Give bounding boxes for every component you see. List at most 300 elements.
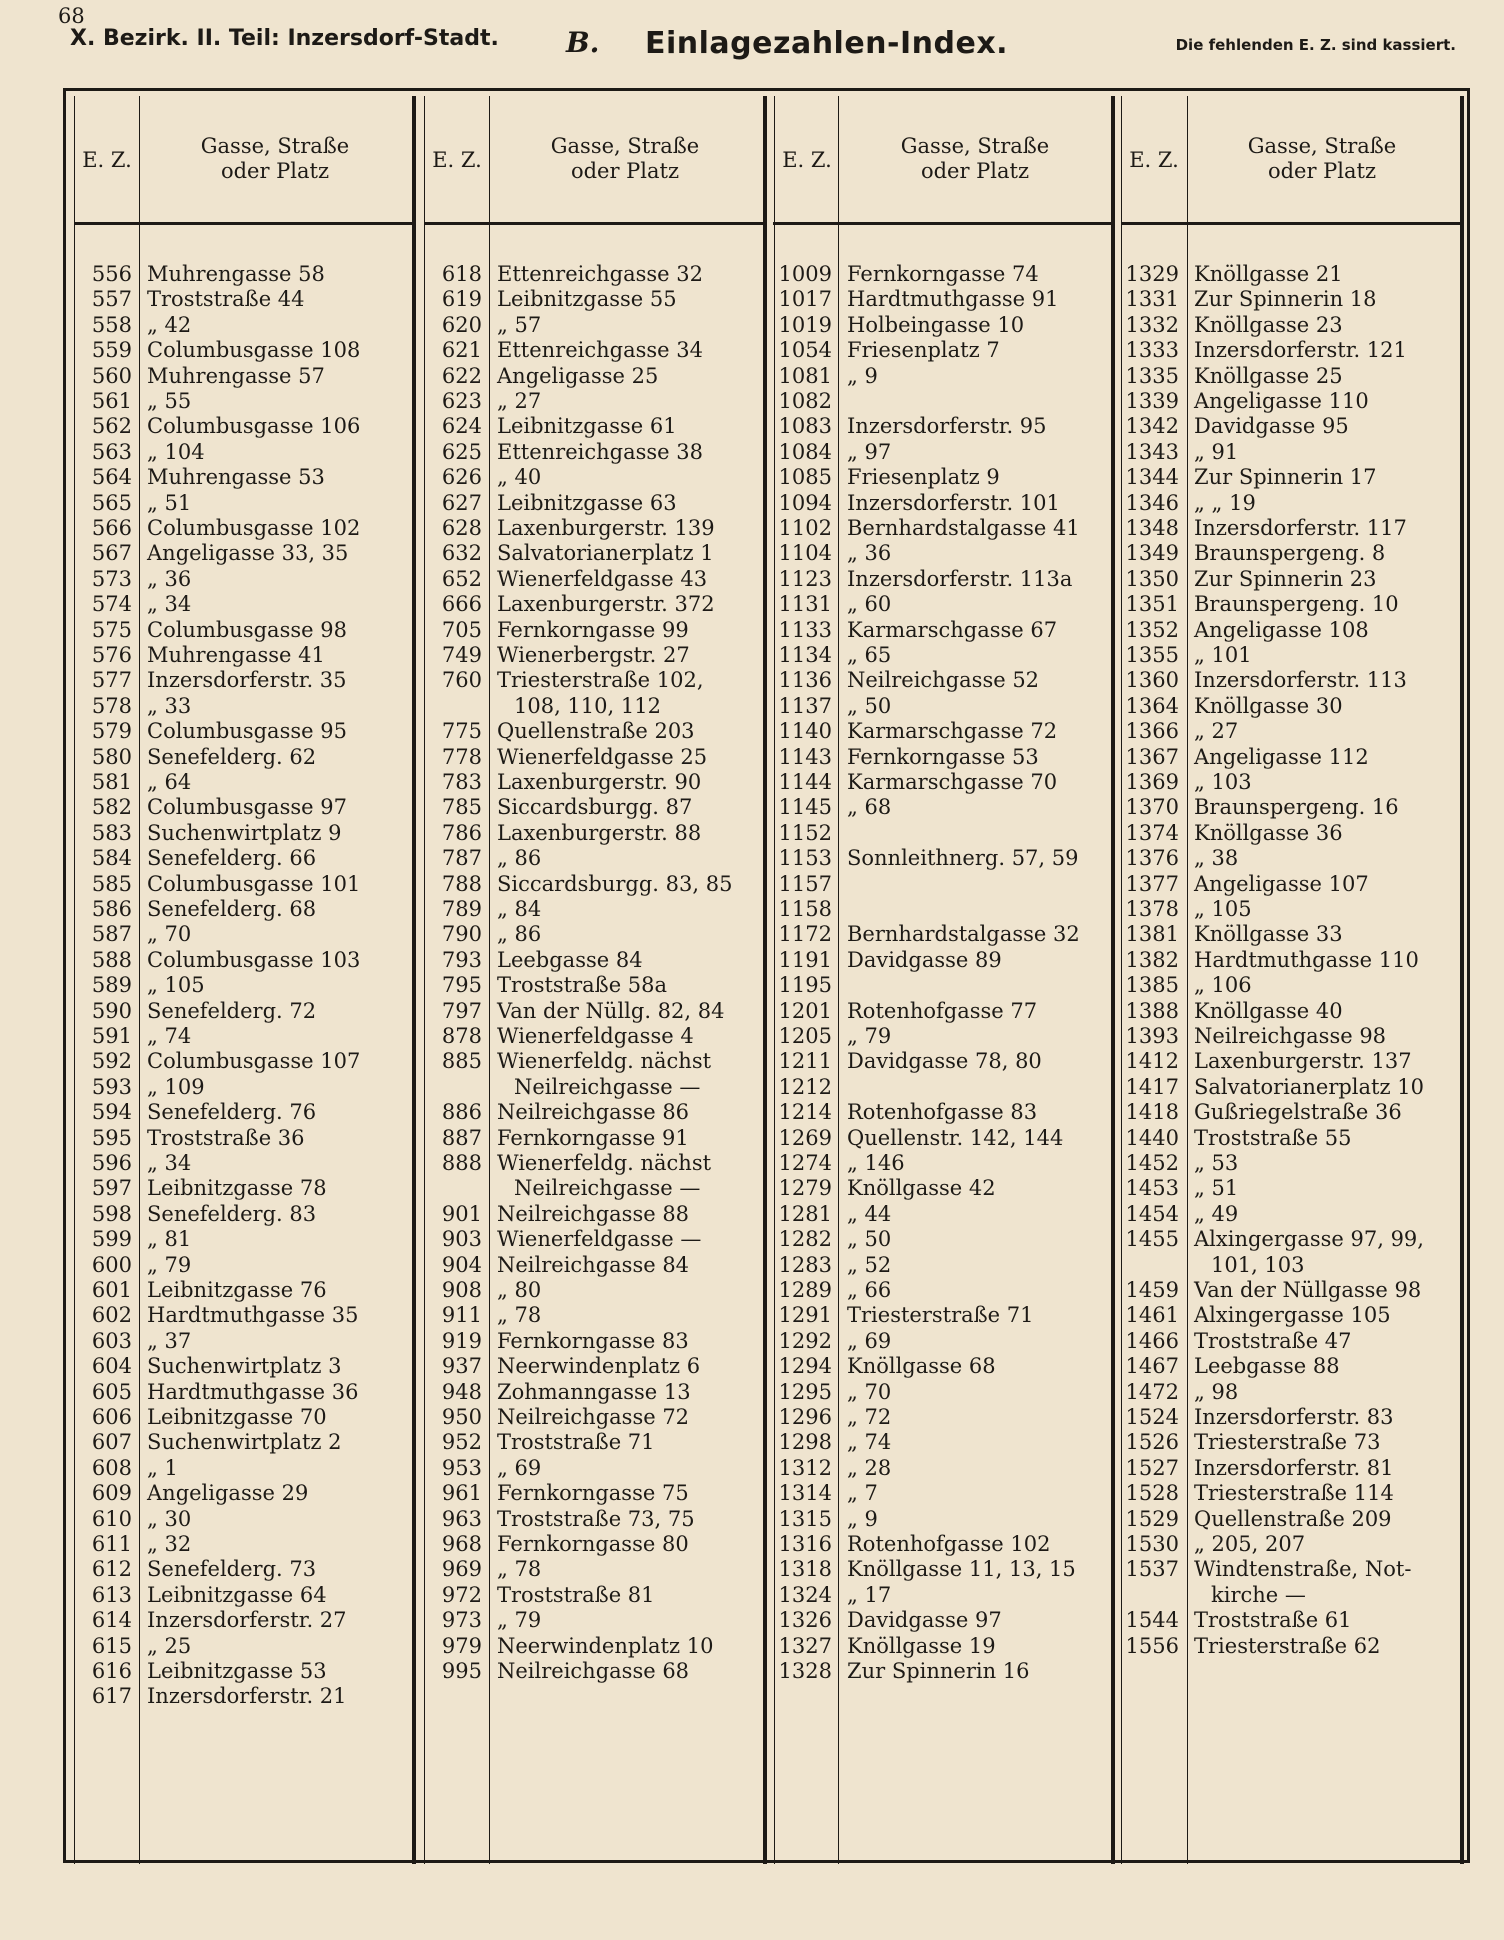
ez-number: 793 xyxy=(441,947,482,972)
ez-number: 888 xyxy=(441,1151,482,1175)
table-row xyxy=(774,465,1111,490)
table-row xyxy=(774,1151,1111,1176)
ez-number: 1279 xyxy=(778,1176,832,1201)
street-name: „ 28 xyxy=(847,1455,892,1480)
street-name: „ 97 xyxy=(847,439,892,464)
ez-number: 1467 xyxy=(1125,1354,1179,1379)
ez-number: 585 xyxy=(91,871,132,896)
page-number: 68 xyxy=(58,4,85,28)
table-row xyxy=(774,1024,1111,1049)
ez-number: 1348 xyxy=(1125,516,1179,540)
table-row xyxy=(424,364,761,389)
street-name: Karmarschgasse 70 xyxy=(847,770,1058,794)
ez-number: 1201 xyxy=(778,998,832,1023)
street-name: Neilreichgasse 88 xyxy=(497,1201,690,1226)
street-name: Inzersdorferstr. 113a xyxy=(847,566,1073,591)
ez-number: 599 xyxy=(91,1227,132,1252)
table-row xyxy=(774,795,1111,820)
street-name: „ 86 xyxy=(497,922,542,947)
ez-number: 760 xyxy=(441,668,482,693)
ez-number: 1524 xyxy=(1125,1405,1179,1429)
table-row xyxy=(424,897,761,922)
ez-number: 574 xyxy=(91,592,132,617)
table-row xyxy=(424,1507,761,1532)
ez-number: 590 xyxy=(91,998,132,1023)
street-name: Inzersdorferstr. 83 xyxy=(1194,1405,1394,1429)
table-row xyxy=(424,999,761,1024)
table-row xyxy=(774,1303,1111,1328)
street-name: „ 79 xyxy=(147,1252,192,1277)
table-row xyxy=(424,668,761,693)
street-name: „ 57 xyxy=(497,312,542,337)
street-name: Leibnitzgasse 64 xyxy=(147,1582,327,1607)
street-name: Karmarschgasse 67 xyxy=(847,617,1058,642)
table-row xyxy=(774,719,1111,744)
table-row xyxy=(1121,1430,1458,1455)
column-header-street: Gasse, Straße xyxy=(550,134,700,158)
ez-number: 1326 xyxy=(778,1608,832,1633)
street-name: Senefelderg. 73 xyxy=(147,1557,317,1582)
street-name: „ 66 xyxy=(847,1278,892,1302)
ez-number: 628 xyxy=(441,516,482,540)
street-name: „ 9 xyxy=(847,1506,878,1531)
street-name: Neilreichgasse 72 xyxy=(497,1405,690,1429)
table-row xyxy=(74,1608,411,1633)
table-row xyxy=(74,1202,411,1227)
table-row xyxy=(774,872,1111,897)
street-name: „ 7 xyxy=(847,1481,878,1506)
table-row xyxy=(774,1202,1111,1227)
ez-number: 615 xyxy=(91,1633,132,1658)
ez-number: 1544 xyxy=(1125,1608,1179,1633)
table-row xyxy=(424,694,761,719)
street-name: „ 74 xyxy=(847,1430,892,1455)
table-row xyxy=(1121,440,1458,465)
table-row xyxy=(1121,465,1458,490)
table-row xyxy=(424,1557,761,1582)
table-row xyxy=(1121,1075,1458,1100)
ez-number: 911 xyxy=(441,1303,482,1328)
ez-number: 1526 xyxy=(1125,1430,1179,1455)
street-name: Leibnitzgasse 61 xyxy=(497,414,677,439)
street-name: Knöllgasse 23 xyxy=(1194,312,1343,337)
ez-number: 607 xyxy=(91,1430,132,1455)
street-name: „ 49 xyxy=(1194,1201,1239,1226)
table-row xyxy=(74,491,411,516)
ez-number: 1343 xyxy=(1125,439,1179,464)
table-row xyxy=(424,1608,761,1633)
street-name: Senefelderg. 62 xyxy=(147,744,317,769)
column-rule xyxy=(1460,96,1464,1864)
street-name: „ 81 xyxy=(147,1227,192,1252)
ez-number: 1205 xyxy=(778,1024,832,1048)
ez-number: 979 xyxy=(441,1633,482,1658)
street-name: Knöllgasse 30 xyxy=(1194,693,1343,718)
street-name: Leibnitzgasse 78 xyxy=(147,1176,327,1201)
table-header-rule xyxy=(424,222,764,225)
table-row xyxy=(424,338,761,363)
table-row xyxy=(774,1456,1111,1481)
ez-number: 626 xyxy=(441,465,482,490)
ez-number: 601 xyxy=(91,1278,132,1302)
table-row xyxy=(74,364,411,389)
ez-number: 1315 xyxy=(778,1506,832,1531)
street-name: „ 32 xyxy=(147,1532,192,1556)
table-row xyxy=(424,491,761,516)
ez-number: 785 xyxy=(441,795,482,820)
table-row xyxy=(424,1049,761,1074)
table-row xyxy=(74,313,411,338)
street-name: Zur Spinnerin 18 xyxy=(1194,287,1377,312)
ez-number: 1527 xyxy=(1125,1455,1179,1480)
table-row xyxy=(74,389,411,414)
ez-number: 1085 xyxy=(778,465,832,490)
street-name: Leibnitzgasse 70 xyxy=(147,1405,327,1429)
street-name: Inzersdorferstr. 27 xyxy=(147,1608,347,1633)
table-row xyxy=(74,1049,411,1074)
street-name: „ 72 xyxy=(847,1405,892,1429)
street-name: „ 70 xyxy=(847,1379,892,1404)
ez-number: 1528 xyxy=(1125,1481,1179,1506)
column-header-ez: E. Z. xyxy=(432,148,482,172)
ez-number: 903 xyxy=(441,1227,482,1252)
ez-number: 1369 xyxy=(1125,770,1179,794)
street-name: Fernkorngasse 99 xyxy=(497,617,689,642)
street-name: Windtenstraße, Not- xyxy=(1194,1557,1412,1582)
ez-number: 1370 xyxy=(1125,795,1179,820)
ez-number: 624 xyxy=(441,414,482,439)
table-row xyxy=(774,491,1111,516)
street-name: Angeligasse 107 xyxy=(1194,871,1369,896)
table-row xyxy=(424,770,761,795)
ez-number: 1123 xyxy=(778,566,832,591)
table-row xyxy=(74,414,411,439)
ez-number: 995 xyxy=(441,1659,482,1683)
ez-number: 602 xyxy=(91,1303,132,1328)
ez-number: 583 xyxy=(91,820,132,845)
street-name: Inzersdorferstr. 113 xyxy=(1194,668,1407,693)
table-row xyxy=(74,1456,411,1481)
street-name: Hardtmuthgasse 36 xyxy=(147,1379,359,1404)
street-name: Laxenburgerstr. 88 xyxy=(497,820,702,845)
column-rule xyxy=(412,96,416,1864)
street-name: Laxenburgerstr. 372 xyxy=(497,592,715,617)
table-row xyxy=(774,1634,1111,1659)
table-row xyxy=(1121,1202,1458,1227)
street-name: Knöllgasse 40 xyxy=(1194,998,1343,1023)
table-row xyxy=(774,592,1111,617)
table-row xyxy=(774,745,1111,770)
street-name: „ 103 xyxy=(1194,770,1252,794)
header-title: Einlagezahlen-Index. xyxy=(645,26,1009,61)
street-name: Inzersdorferstr. 35 xyxy=(147,668,347,693)
table-row xyxy=(424,262,761,287)
table-row xyxy=(1121,643,1458,668)
table-row xyxy=(74,973,411,998)
ez-number: 1295 xyxy=(778,1379,832,1404)
ez-number: 578 xyxy=(91,693,132,718)
street-name: Knöllgasse 19 xyxy=(847,1633,996,1658)
ez-number: 1412 xyxy=(1125,1049,1179,1074)
ez-number: 1137 xyxy=(778,693,832,718)
table-row xyxy=(1121,668,1458,693)
ez-number: 1381 xyxy=(1125,922,1179,947)
table-row xyxy=(1121,1634,1458,1659)
table-row xyxy=(1121,1405,1458,1430)
street-name: Senefelderg. 66 xyxy=(147,846,317,871)
ez-number: 559 xyxy=(91,338,132,363)
street-name: „ 101 xyxy=(1194,643,1252,667)
ez-number: 961 xyxy=(441,1481,482,1506)
ez-number: 937 xyxy=(441,1354,482,1379)
street-name: „ 91 xyxy=(1194,439,1239,464)
table-row xyxy=(424,1405,761,1430)
ez-number: 1342 xyxy=(1125,414,1179,439)
street-name: Inzersdorferstr. 21 xyxy=(147,1684,347,1709)
ez-number: 1102 xyxy=(778,516,832,540)
street-name: „ 106 xyxy=(1194,973,1252,998)
table-row xyxy=(74,821,411,846)
street-name: Zur Spinnerin 16 xyxy=(847,1659,1030,1683)
table-row xyxy=(424,821,761,846)
table-row xyxy=(774,1583,1111,1608)
street-name: Siccardsburgg. 87 xyxy=(497,795,693,820)
table-row xyxy=(774,1075,1111,1100)
table-row xyxy=(424,846,761,871)
table-row xyxy=(1121,1380,1458,1405)
street-name: Columbusgasse 101 xyxy=(147,871,361,896)
street-name: Neerwindenplatz 6 xyxy=(497,1354,701,1379)
street-name: „ 25 xyxy=(147,1633,192,1658)
ez-number: 1296 xyxy=(778,1405,832,1429)
table-row xyxy=(424,795,761,820)
table-row xyxy=(74,1684,411,1709)
street-name: Davidgasse 97 xyxy=(847,1608,1002,1633)
ez-number: 589 xyxy=(91,973,132,998)
ez-number: 1158 xyxy=(778,897,832,921)
table-row xyxy=(74,1354,411,1379)
table-row xyxy=(74,1583,411,1608)
ez-number: 1459 xyxy=(1125,1278,1179,1302)
table-row xyxy=(74,1659,411,1684)
street-name: Knöllgasse 42 xyxy=(847,1176,996,1201)
street-name: Senefelderg. 76 xyxy=(147,1100,317,1125)
street-name: Inzersdorferstr. 95 xyxy=(847,414,1047,439)
street-name: Inzersdorferstr. 81 xyxy=(1194,1455,1394,1480)
street-name: „ 27 xyxy=(1194,719,1239,744)
street-name: „ 44 xyxy=(847,1201,892,1226)
ez-number: 1291 xyxy=(778,1303,832,1328)
table-row xyxy=(1121,491,1458,516)
street-name: „ 1 xyxy=(147,1455,178,1480)
table-row xyxy=(74,643,411,668)
street-name: „ 30 xyxy=(147,1506,192,1531)
street-name: Laxenburgerstr. 137 xyxy=(1194,1049,1412,1074)
ez-number: 901 xyxy=(441,1201,482,1226)
ez-number: 1377 xyxy=(1125,871,1179,896)
ez-number: 1133 xyxy=(778,617,832,642)
table-row xyxy=(74,668,411,693)
table-row xyxy=(1121,1253,1458,1278)
ez-number: 606 xyxy=(91,1405,132,1429)
ez-number: 1376 xyxy=(1125,846,1179,871)
table-row xyxy=(774,618,1111,643)
street-name: Alxingergasse 97, 99, xyxy=(1194,1227,1424,1252)
ez-number: 1333 xyxy=(1125,338,1179,363)
table-row xyxy=(424,1202,761,1227)
table-row xyxy=(74,1405,411,1430)
ez-number: 789 xyxy=(441,897,482,921)
ez-number: 904 xyxy=(441,1252,482,1277)
table-row xyxy=(424,567,761,592)
ez-number: 595 xyxy=(91,1125,132,1150)
table-row xyxy=(774,440,1111,465)
street-name: Davidgasse 95 xyxy=(1194,414,1349,439)
street-name: Wienerfeldgasse 43 xyxy=(497,566,708,591)
street-name: „ 65 xyxy=(847,643,892,667)
street-name: „ 79 xyxy=(497,1608,542,1633)
street-name: Triesterstraße 71 xyxy=(847,1303,1034,1328)
ez-number: 558 xyxy=(91,312,132,337)
table-row xyxy=(1121,948,1458,973)
street-name: Wienerfeldg. nächst xyxy=(497,1151,712,1175)
table-row xyxy=(1121,1557,1458,1582)
table-row xyxy=(774,1557,1111,1582)
ez-number: 1269 xyxy=(778,1125,832,1150)
table-row xyxy=(1121,592,1458,617)
street-name: Inzersdorferstr. 101 xyxy=(847,490,1060,515)
table-row xyxy=(74,465,411,490)
table-row xyxy=(1121,567,1458,592)
street-name: Hardtmuthgasse 110 xyxy=(1194,947,1419,972)
table-row xyxy=(774,1532,1111,1557)
ez-number: 749 xyxy=(441,643,482,667)
table-row xyxy=(74,1151,411,1176)
street-name: Troststraße 55 xyxy=(1194,1125,1352,1150)
ez-number: 1314 xyxy=(778,1481,832,1506)
table-row xyxy=(74,1380,411,1405)
table-row xyxy=(74,1278,411,1303)
ez-number: 1367 xyxy=(1125,744,1179,769)
table-row xyxy=(1121,1024,1458,1049)
table-row xyxy=(74,1176,411,1201)
street-name: „ 69 xyxy=(847,1328,892,1353)
street-name: Columbusgasse 103 xyxy=(147,947,361,972)
street-name: Davidgasse 78, 80 xyxy=(847,1049,1042,1074)
ez-number: 1081 xyxy=(778,363,832,388)
table-row xyxy=(1121,1303,1458,1328)
street-name: „ 78 xyxy=(497,1303,542,1328)
table-row xyxy=(1121,846,1458,871)
table-row xyxy=(424,287,761,312)
table-row xyxy=(774,567,1111,592)
ez-number: 1316 xyxy=(778,1532,832,1556)
street-name: „ 33 xyxy=(147,693,192,718)
street-name: Davidgasse 89 xyxy=(847,947,1002,972)
ez-number: 587 xyxy=(91,922,132,947)
ez-number: 584 xyxy=(91,846,132,871)
column-header-street: oder Platz xyxy=(220,159,330,183)
street-name: Fernkorngasse 91 xyxy=(497,1125,689,1150)
ez-number: 603 xyxy=(91,1328,132,1353)
ez-number: 952 xyxy=(441,1430,482,1455)
ez-number: 1145 xyxy=(778,795,832,820)
street-name: Angeligasse 33, 35 xyxy=(147,541,349,566)
table-row xyxy=(774,1253,1111,1278)
table-row xyxy=(424,1532,761,1557)
street-name: „ 50 xyxy=(847,693,892,718)
table-row xyxy=(424,1634,761,1659)
table-row xyxy=(1121,1329,1458,1354)
street-name: „ 68 xyxy=(847,795,892,820)
table-row xyxy=(774,643,1111,668)
street-name: Neilreichgasse 98 xyxy=(1194,1024,1387,1048)
ez-number: 783 xyxy=(441,770,482,794)
street-name: Columbusgasse 106 xyxy=(147,414,361,439)
street-name: „ 36 xyxy=(847,541,892,566)
ez-number: 1131 xyxy=(778,592,832,617)
ez-number: 1453 xyxy=(1125,1176,1179,1201)
ez-number: 567 xyxy=(91,541,132,566)
ez-number: 1537 xyxy=(1125,1557,1179,1582)
ez-number: 598 xyxy=(91,1201,132,1226)
table-row xyxy=(774,897,1111,922)
table-row xyxy=(424,389,761,414)
table-row xyxy=(1121,1100,1458,1125)
ez-number: 1472 xyxy=(1125,1379,1179,1404)
table-row xyxy=(1121,313,1458,338)
table-row xyxy=(1121,1278,1458,1303)
street-name: „ 38 xyxy=(1194,846,1239,871)
ez-number: 577 xyxy=(91,668,132,693)
ez-number: 1083 xyxy=(778,414,832,439)
table-row xyxy=(1121,287,1458,312)
street-name: Neilreichgasse 52 xyxy=(847,668,1040,693)
table-row xyxy=(774,922,1111,947)
street-name: Troststraße 47 xyxy=(1194,1328,1352,1353)
ez-number: 1084 xyxy=(778,439,832,464)
street-name: Leebgasse 88 xyxy=(1194,1354,1340,1379)
table-row xyxy=(774,262,1111,287)
ez-number: 560 xyxy=(91,363,132,388)
table-row xyxy=(774,1659,1111,1684)
ez-number: 1393 xyxy=(1125,1024,1179,1048)
street-name: Angeligasse 108 xyxy=(1194,617,1369,642)
column-rule xyxy=(763,96,767,1864)
table-row xyxy=(1121,338,1458,363)
street-name: Wienerfeldgasse 4 xyxy=(497,1024,694,1048)
street-name: Neerwindenplatz 10 xyxy=(497,1633,714,1658)
ez-number: 605 xyxy=(91,1379,132,1404)
street-name: „ 40 xyxy=(497,465,542,490)
ez-number: 562 xyxy=(91,414,132,439)
street-name: „ 34 xyxy=(147,1151,192,1175)
ez-number: 597 xyxy=(91,1176,132,1201)
column-header-ez: E. Z. xyxy=(82,148,132,172)
ez-number: 1211 xyxy=(778,1049,832,1074)
table-row xyxy=(774,287,1111,312)
ez-number: 969 xyxy=(441,1557,482,1582)
table-row xyxy=(74,694,411,719)
street-name: Ettenreichgasse 34 xyxy=(497,338,703,363)
table-row xyxy=(1121,922,1458,947)
ez-number: 580 xyxy=(91,744,132,769)
column-header-street: Gasse, Straße xyxy=(900,134,1050,158)
street-name: „ 80 xyxy=(497,1278,542,1302)
table-row xyxy=(774,1405,1111,1430)
street-name: Fernkorngasse 75 xyxy=(497,1481,689,1506)
street-name: Muhrengasse 41 xyxy=(147,643,325,667)
